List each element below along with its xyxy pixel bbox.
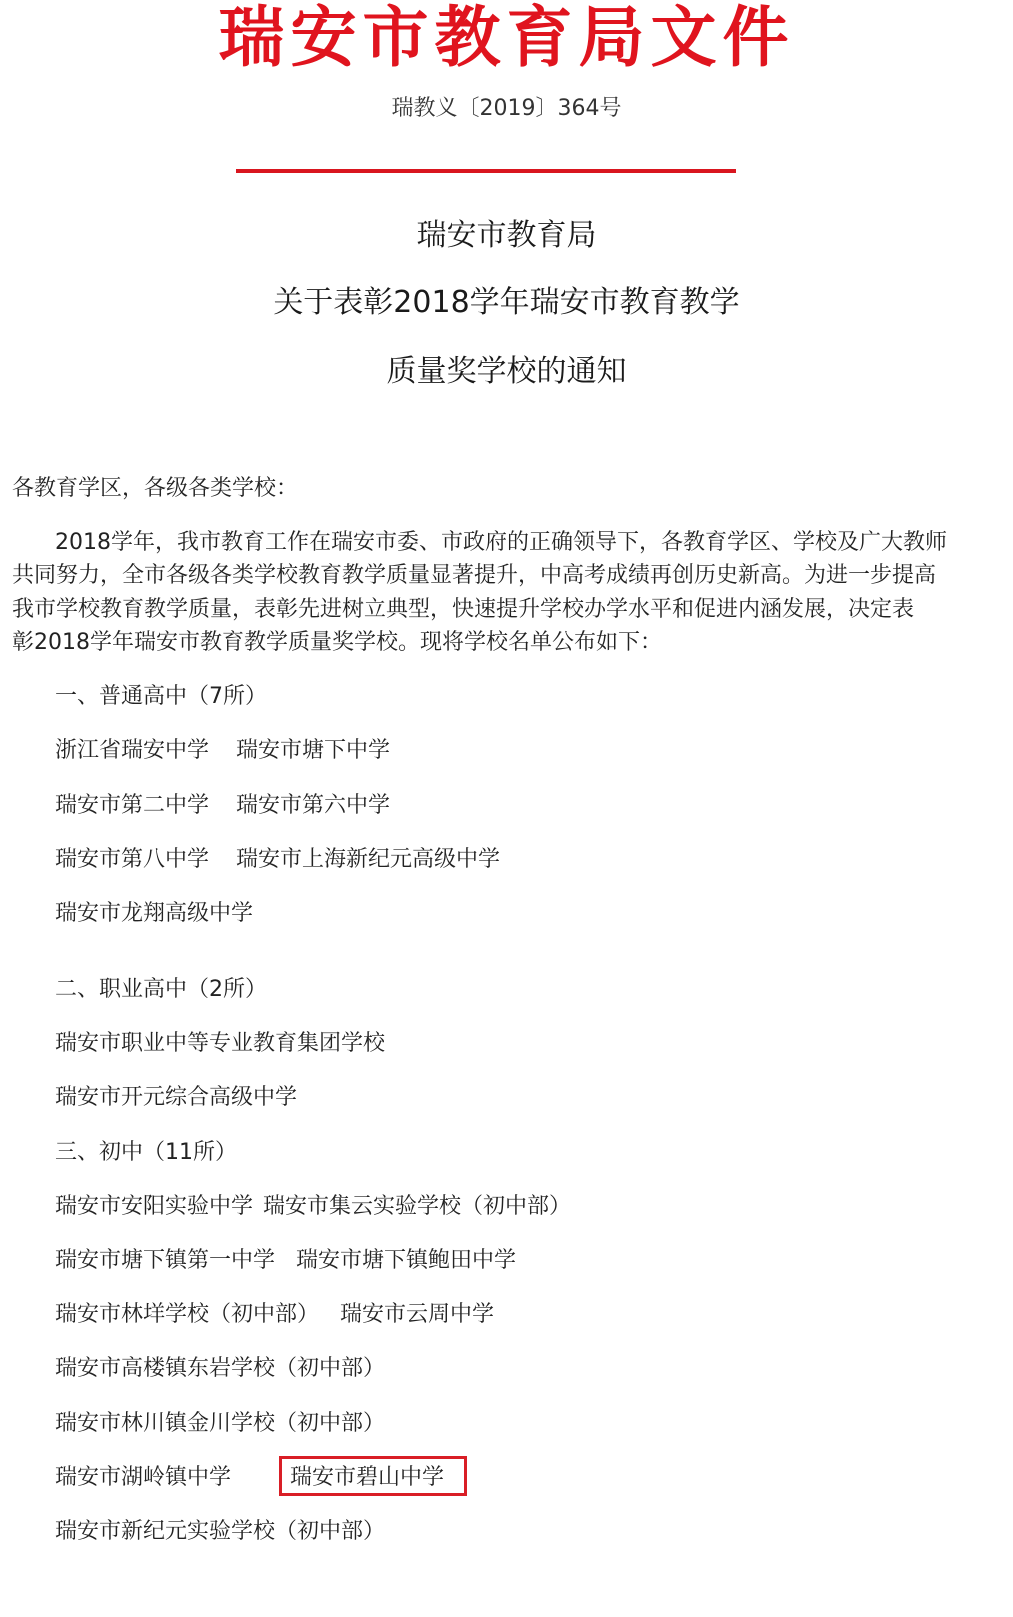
school-name: 瑞安市第六中学	[236, 793, 391, 818]
notice-title-line: 瑞安市教育局	[416, 218, 597, 253]
school-name: 瑞安市集云实验学校（初中部）	[263, 1194, 572, 1219]
school-name: 瑞安市高楼镇东岩学校（初中部）	[55, 1356, 386, 1381]
school-name: 瑞安市塘下中学	[236, 738, 391, 763]
paragraph-line: 2018学年，我市教育工作在瑞安市委、市政府的正确领导下，各教育学区、学校及广大教师	[55, 530, 947, 555]
paragraph-line: 彰2018学年瑞安市教育教学质量奖学校。现将学校名单公布如下：	[12, 630, 662, 655]
school-name-highlighted: 瑞安市碧山中学	[290, 1465, 445, 1490]
salutation: 各教育学区，各级各类学校：	[12, 476, 299, 501]
document-number: 瑞教义〔2019〕364号	[391, 96, 622, 121]
notice-title-line: 质量奖学校的通知	[386, 354, 627, 389]
school-name: 瑞安市塘下镇第一中学	[55, 1248, 276, 1273]
school-name: 瑞安市林川镇金川学校（初中部）	[55, 1411, 386, 1436]
school-name: 瑞安市上海新纪元高级中学	[236, 847, 501, 872]
school-name: 瑞安市湖岭镇中学	[55, 1465, 232, 1490]
school-name: 瑞安市安阳实验中学	[55, 1194, 254, 1219]
school-name: 瑞安市职业中等专业教育集团学校	[55, 1031, 386, 1056]
school-name: 瑞安市林垟学校（初中部）	[55, 1302, 320, 1327]
section-heading-vocational: 二、职业高中（2所）	[55, 977, 267, 1002]
paragraph-line: 共同努力，全市各级各类学校教育教学质量显著提升，中高考成绩再创历史新高。为进一步提高	[12, 563, 937, 588]
document-header-title: 瑞安市教育局文件	[218, 0, 795, 76]
school-name: 瑞安市云周中学	[340, 1302, 495, 1327]
school-name: 瑞安市新纪元实验学校（初中部）	[55, 1519, 386, 1544]
school-name: 瑞安市第二中学	[55, 793, 210, 818]
section-heading-junior-high: 三、初中（11所）	[55, 1140, 237, 1165]
header-divider	[236, 169, 736, 173]
school-name: 浙江省瑞安中学	[55, 738, 210, 763]
school-name: 瑞安市第八中学	[55, 847, 210, 872]
school-name: 瑞安市龙翔高级中学	[55, 901, 254, 926]
notice-title-line: 关于表彰2018学年瑞安市教育教学	[273, 285, 740, 320]
paragraph-line: 我市学校教育教学质量，表彰先进树立典型，快速提升学校办学水平和促进内涵发展，决定表	[12, 597, 915, 622]
section-heading-high-school: 一、普通高中（7所）	[55, 684, 267, 709]
school-name: 瑞安市开元综合高级中学	[55, 1085, 298, 1110]
school-name: 瑞安市塘下镇鲍田中学	[296, 1248, 517, 1273]
